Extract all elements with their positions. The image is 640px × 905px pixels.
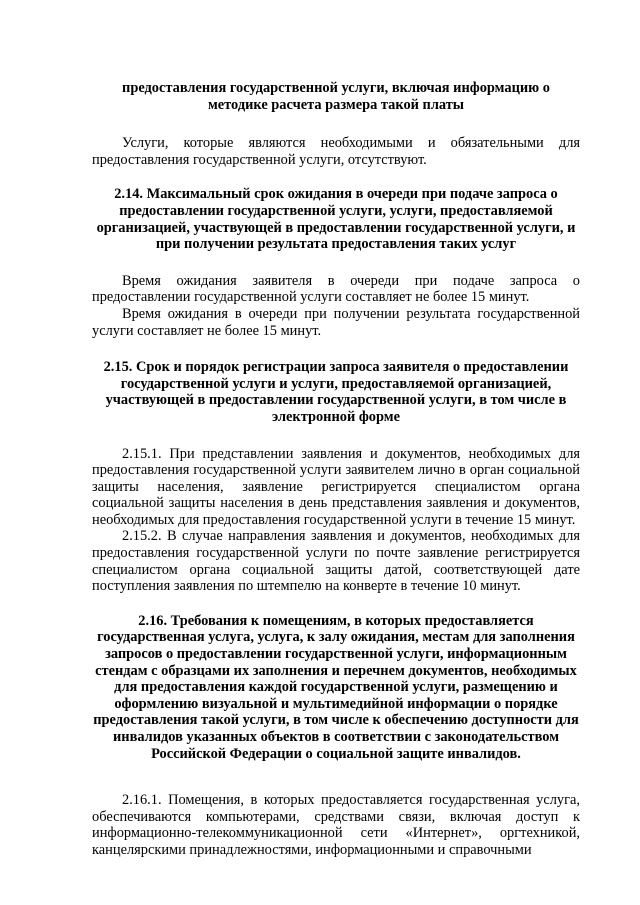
- section-heading-2-16: 2.16. Требования к помещениям, в которых предоставляется государственная услуга, услуга, к залу ожидания, местам для заполнения запросов о предоставлении государственной услуги, информационным стендам с образцами их заполнения и перечнем документов, необходимых для предоставления каждой государственной услуги, размещению и оформлению визуальной и мультимедийной информации о порядке предоставления такой услуги, в том числе к обеспечению доступности для инвалидов указанных объектов в соответствии с законодательством Российской Федерации о социальной защите инвалидов.: [93, 612, 579, 762]
- paragraph-2-16-1: 2.16.1. Помещения, в которых предоставляется государственная услуга, обеспечиваются компьютерами, средствами связи, включая доступ к информационно-телекоммуникационной сети «Интернет», оргтехникой, канцелярскими принадлежностями, информационными и справочными: [92, 792, 580, 858]
- paragraph-2-15-1: 2.15.1. При представлении заявления и документов, необходимых для предоставления государственной услуги заявителем лично в орган социальной защиты населения, заявление регистрируется специалистом органа социальной защиты населения в день представления заявления и документов, необходимых для предоставления государственной услуги в течение 15 минут.: [92, 445, 580, 528]
- paragraph-2-14-queue-result: Время ожидания в очереди при получении результата государственной услуги составляет не более 15 минут.: [92, 305, 580, 339]
- document-page: [92, 80, 580, 859]
- paragraph-2-15-2: 2.15.2. В случае направления заявления и документов, необходимых для предоставления государственной услуги по почте заявление регистрируется специалистом органа социальной защиты датой, соответствующей дате поступления заявления по штемпелю на конверте в течение 10 минут.: [92, 528, 580, 595]
- section-heading-2-14: 2.14. Максимальный срок ожидания в очереди при подаче запроса о предоставлении государственной услуги, услуги, предоставляемой организацией, участвующей в предоставлении государственной услуги, и при получении результата предоставления таких услуг: [96, 186, 576, 253]
- paragraph-2-14-queue-submission: Время ожидания заявителя в очереди при подаче запроса о предоставлении государственной услуги составляет не более 15 минут.: [92, 272, 580, 306]
- section-heading-2-15: 2.15. Срок и порядок регистрации запроса заявителя о предоставлении государственной услуги и услуги, предоставляемой организацией, участвующей в предоставлении государственной услуги, в том числе в электронной форме: [103, 359, 569, 425]
- paragraph-required-services: Услуги, которые являются необходимыми и обязательными для предоставления государственной услуги, отсутствуют.: [92, 135, 580, 168]
- section-heading-fee-methodology: предоставления государственной услуги, включая информацию о методике расчета размера такой платы: [122, 80, 550, 113]
